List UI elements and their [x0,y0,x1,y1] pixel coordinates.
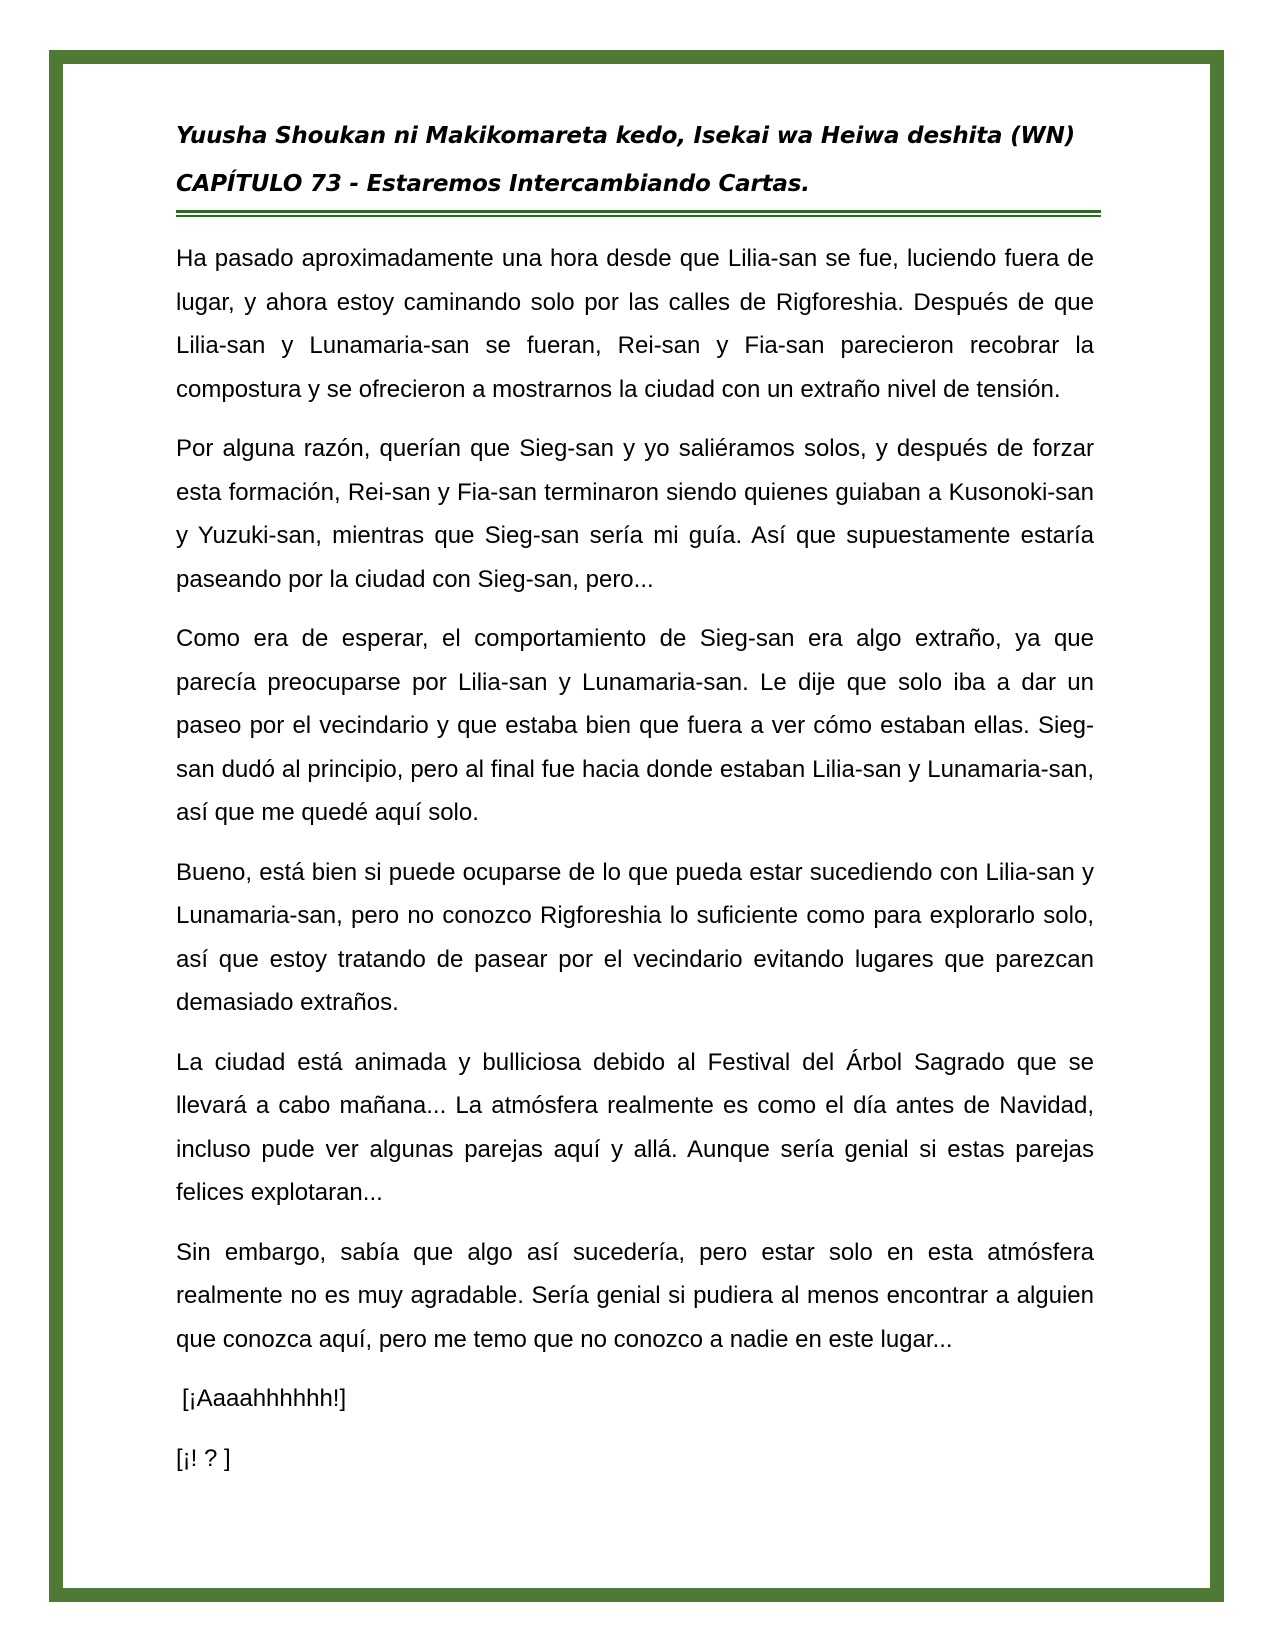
divider-thick-line [176,210,1101,213]
paragraph: Por alguna razón, querían que Sieg-san y yo saliéramos solos, y después de forzar esta formación, Rei-san y Fia-san terminaron siendo quienes guiaban a Kusonoki-san y Yuzuki-san, mientras que Sieg-san sería mi guía. Así que supuestamente estaría paseando por la ciudad con Sieg-san, pero... [176,435,1094,593]
paragraph: Sin embargo, sabía que algo así sucedería, pero estar solo en esta atmósfera realmente no es muy agradable. Sería genial si pudiera al menos encontrar a alguien que conozca aquí, pero me temo que no conozco a nadie en este lugar... [176,1238,1094,1353]
chapter-text [176,237,1094,1480]
paragraph: La ciudad está animada y bulliciosa debido al Festival del Árbol Sagrado que se llevará a cabo mañana... La atmósfera realmente es como el día antes de Navidad, incluso pude ver algunas parejas aquí y allá. Aunque sería genial si estas parejas felices explotaran... [176,1048,1094,1206]
chapter-title: CAPÍTULO 73 - Estaremos Intercambiando Cartas. [176,171,810,197]
document-body [176,116,1094,1496]
series-title: Yuusha Shoukan ni Makikomareta kedo, Isekai wa Heiwa deshita (WN) [176,123,1075,149]
divider-thin-line [176,215,1101,217]
dialogue-line: [¡Aaaahhhhhh!] [182,1385,347,1412]
paragraph: Ha pasado aproximadamente una hora desde que Lilia-san se fue, luciendo fuera de lugar, y ahora estoy caminando solo por las calles de Rigforeshia. Después de que Lilia-san y Lunamaria-san se fueran, Rei-san y Fia-san parecieron recobrar la compostura y se ofrecieron a mostrarnos la ciudad con un extraño nivel de tensión. [176,245,1094,403]
paragraph: Bueno, está bien si puede ocuparse de lo que pueda estar sucediendo con Lilia-san y Lunamaria-san, pero no conozco Rigforeshia lo suficiente como para explorarlo solo, así que estoy tratando de pasear por el vecindario evitando lugares que parezcan demasiado extraños. [176,858,1094,1016]
dialogue-line: [¡! ? ] [176,1444,231,1472]
header-divider [176,210,1101,217]
paragraph: Como era de esperar, el comportamiento de Sieg-san era algo extraño, ya que parecía preocuparse por Lilia-san y Lunamaria-san. Le dije que solo iba a dar un paseo por el vecindario y que estaba bien que fuera a ver cómo estaban ellas. Sieg-san dudó al principio, pero al final fue hacia donde estaban Lilia-san y Lunamaria-san, así que me quedé aquí solo. [176,625,1094,826]
